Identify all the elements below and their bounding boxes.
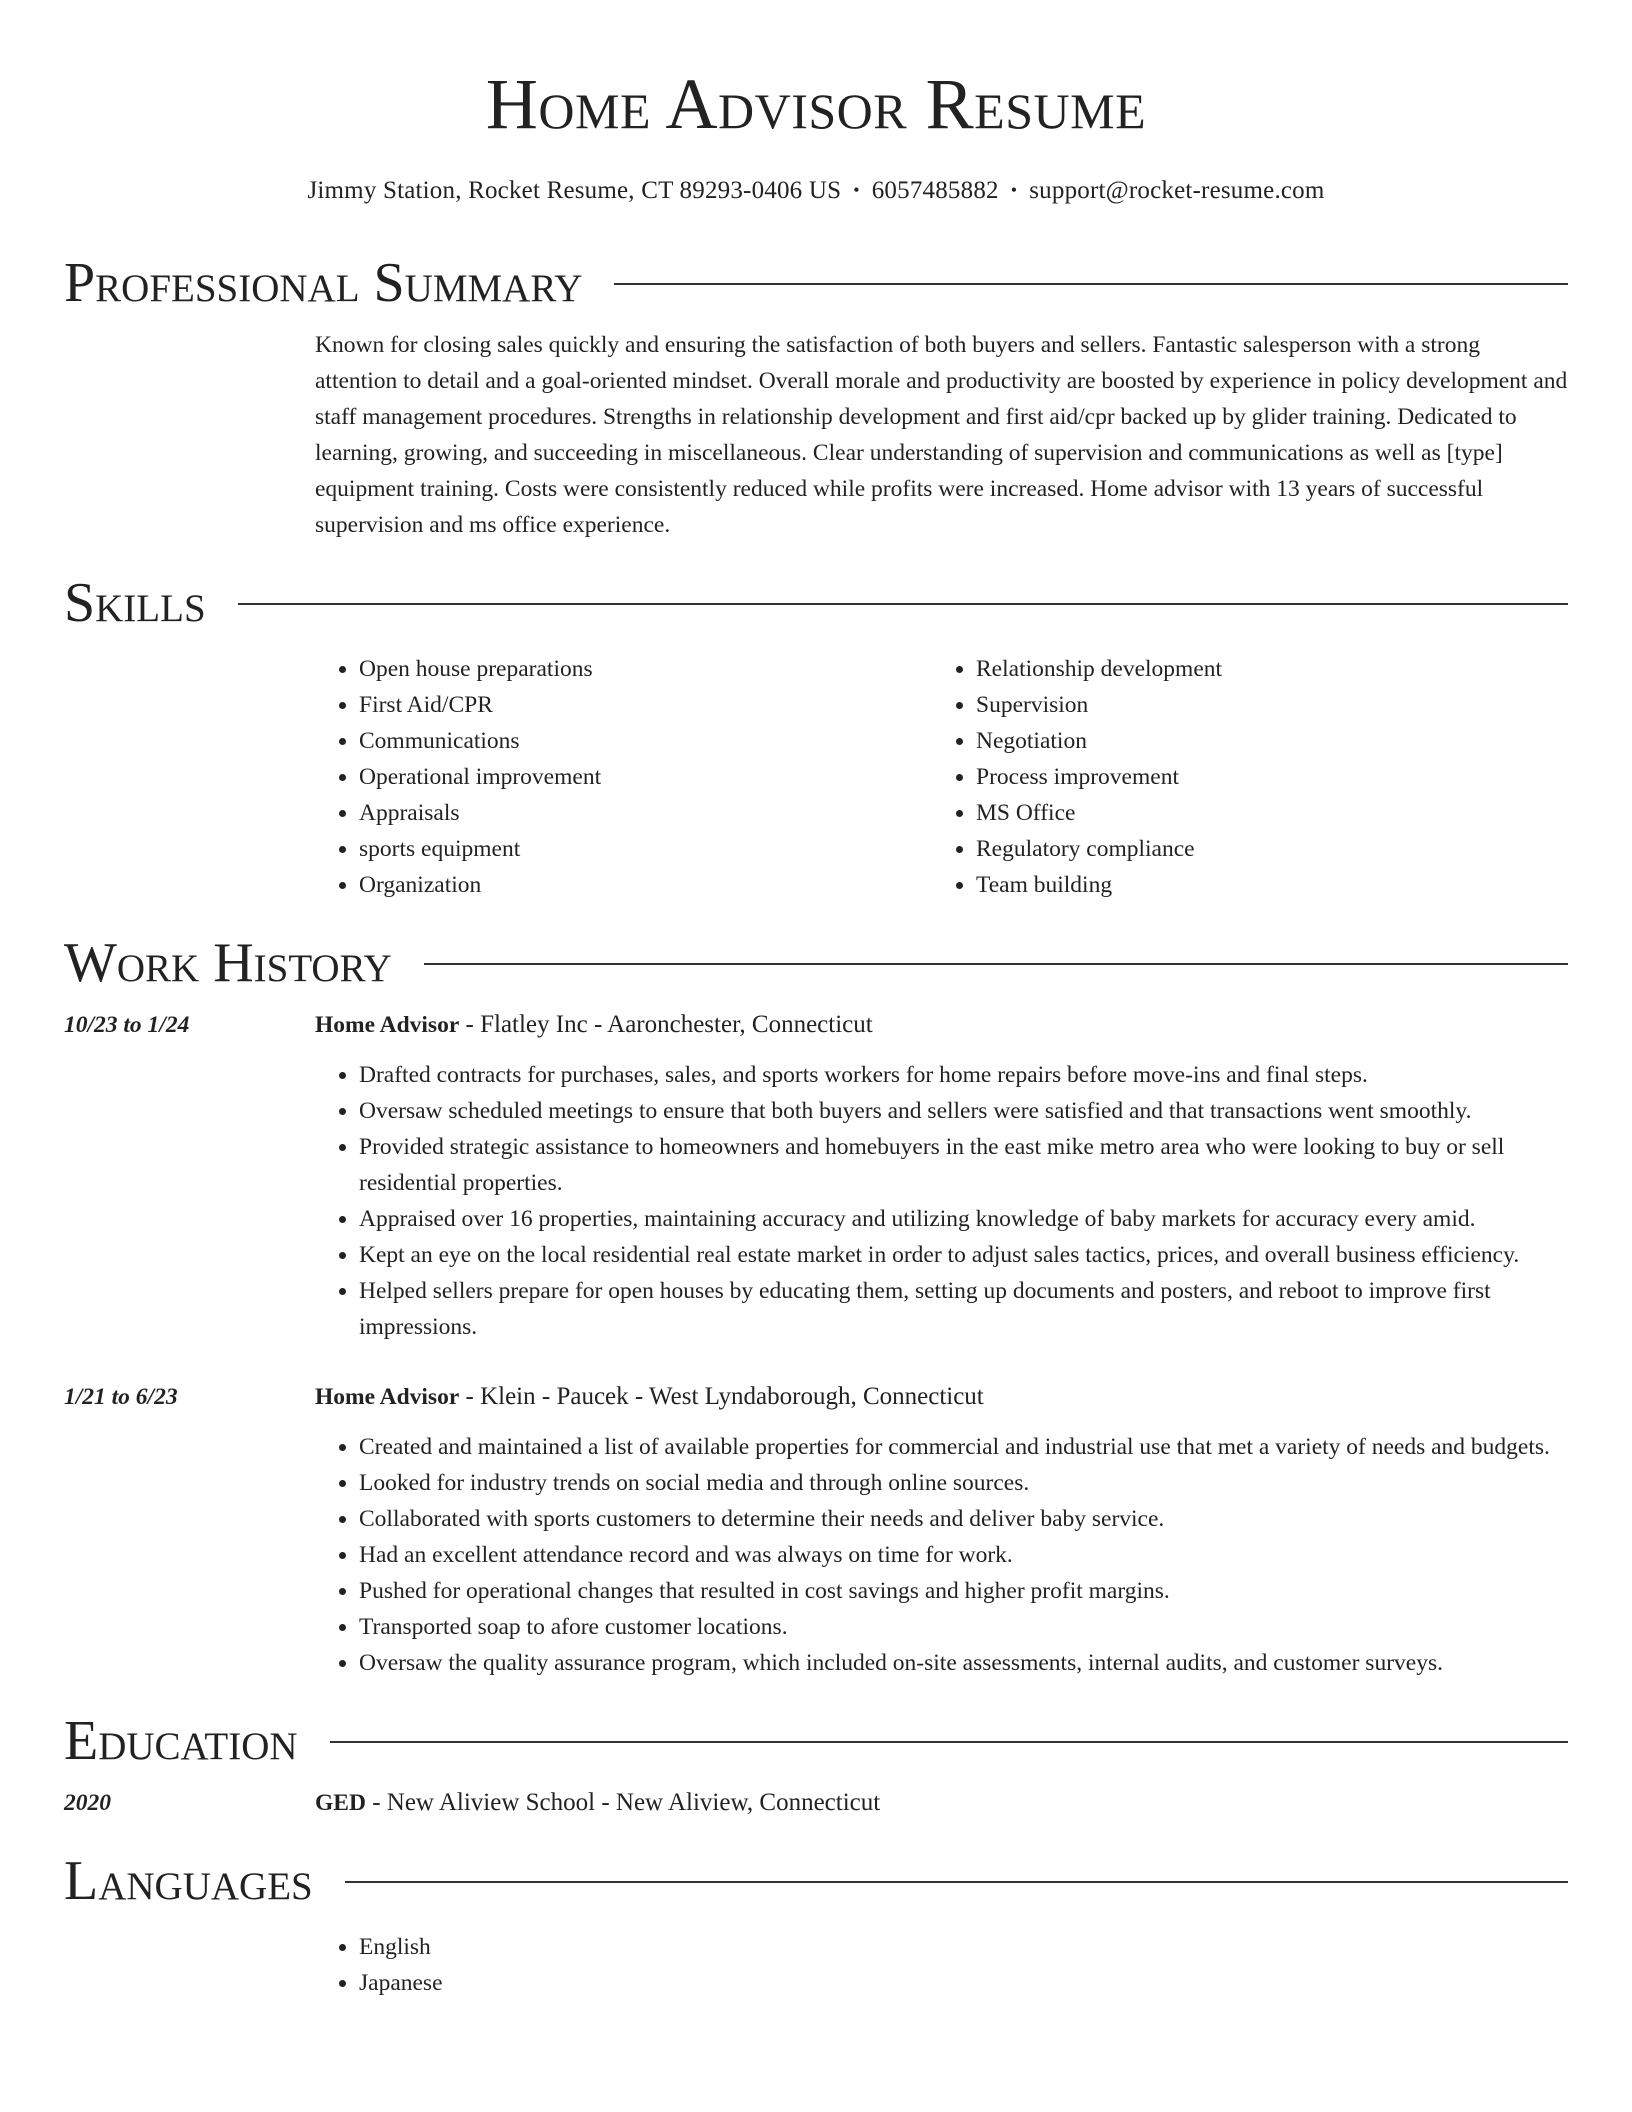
job-bullets: [315, 1429, 1568, 1681]
job-title: Home Advisor: [315, 1012, 460, 1038]
job-bullet: • Oversaw the quality assurance program, which included on-site assessments, internal audits, and customer surveys.: [359, 1645, 1568, 1681]
job-bullet: • Looked for industry trends on social media and through online sources.: [359, 1465, 1568, 1501]
work-section-header: [64, 933, 1568, 993]
skill-item: • Regulatory compliance: [976, 831, 1549, 867]
education-school: - New Aliview School - New Aliview, Connecticut: [365, 1789, 881, 1816]
job-bullet: • Had an excellent attendance record and was always on time for work.: [359, 1537, 1568, 1573]
contact-address: Jimmy Station, Rocket Resume, CT 89293-0406 US: [307, 177, 842, 204]
summary-text: Known for closing sales quickly and ensuring the satisfaction of both buyers and sellers. Fantastic salesperson with a strong attention to detail and a goal-oriented mindset. Overall morale and productivity are boosted by experience in policy development and staff management procedures. Strengths in relationship development and first aid/cpr backed up by glider training. Dedicated to learning, growing, and succeeding in miscellaneous. Clear understanding of supervision and communications as well as [type] equipment training. Costs were consistently reduced while profits were increased. Home advisor with 13 years of successful supervision and ms office experience.: [315, 332, 1568, 538]
skill-item: • Operational improvement: [359, 759, 932, 795]
job-bullet: • Drafted contracts for purchases, sales, and sports workers for home repairs before move-ins and final steps.: [359, 1057, 1568, 1093]
skill-item: • Supervision: [976, 687, 1549, 723]
job-bullet: • Oversaw scheduled meetings to ensure that both buyers and sellers were satisfied and that transactions went smoothly.: [359, 1093, 1568, 1129]
contact-phone: 6057485882: [871, 177, 999, 204]
contact-email: support@rocket-resume.com: [1029, 177, 1325, 204]
skills-list-left: [315, 651, 932, 903]
job-heading: [315, 1007, 1568, 1043]
job-bullet: • Provided strategic assistance to homeowners and homebuyers in the east mike metro area who were looking to buy or sell residential properties.: [359, 1129, 1568, 1201]
job-entry: [64, 1379, 1568, 1681]
skill-item: • sports equipment: [359, 831, 932, 867]
job-content: [315, 1379, 1568, 1681]
education-entry: [64, 1785, 1568, 1821]
education-heading: Education: [64, 1710, 298, 1772]
skill-item: • Open house preparations: [359, 651, 932, 687]
skills-section-header: [64, 573, 1568, 633]
languages-section-header: [64, 1851, 1568, 1911]
job-bullet: • Transported soap to afore customer locations.: [359, 1609, 1568, 1645]
skills-heading: Skills: [64, 572, 206, 634]
job-employer: - Klein - Paucek - West Lyndaborough, Connecticut: [459, 1383, 984, 1410]
separator-dot: •: [1010, 180, 1018, 200]
skill-item: • Relationship development: [976, 651, 1549, 687]
job-date: 1/21 to 6/23: [64, 1384, 178, 1410]
job-bullet: • Helped sellers prepare for open houses by educating them, setting up documents and posters, and reboot to improve first impressions.: [359, 1273, 1568, 1345]
skills-columns: [315, 651, 1568, 903]
skill-item: • First Aid/CPR: [359, 687, 932, 723]
job-employer: - Flatley Inc - Aaronchester, Connecticut: [459, 1011, 873, 1038]
education-degree: GED: [315, 1790, 366, 1816]
job-bullet: • Created and maintained a list of available properties for commercial and industrial use that met a variety of needs and budgets.: [359, 1429, 1568, 1465]
job-title: Home Advisor: [315, 1384, 460, 1410]
separator-dot: •: [853, 180, 860, 200]
education-content: [315, 1785, 1568, 1821]
job-bullet: • Appraised over 16 properties, maintaining accuracy and utilizing knowledge of baby markets for accuracy every amid.: [359, 1201, 1568, 1237]
language-item: • Japanese: [359, 1965, 1568, 2001]
resume-title: Home Advisor Resume: [485, 64, 1147, 144]
job-bullets: [315, 1057, 1568, 1345]
job-entry: [64, 1007, 1568, 1345]
job-date: 10/23 to 1/24: [64, 1012, 190, 1038]
job-bullet: • Kept an eye on the local residential real estate market in order to adjust sales tactics, prices, and overall business efficiency.: [359, 1237, 1568, 1273]
summary-section-header: [64, 253, 1568, 313]
skill-item: • MS Office: [976, 795, 1549, 831]
skill-item: • Negotiation: [976, 723, 1549, 759]
section-divider: [614, 283, 1568, 285]
skills-list-right: [932, 651, 1549, 903]
skill-item: • Team building: [976, 867, 1549, 903]
skill-item: • Process improvement: [976, 759, 1549, 795]
skill-item: • Communications: [359, 723, 932, 759]
skill-item: • Appraisals: [359, 795, 932, 831]
contact-line: [64, 174, 1568, 207]
job-content: [315, 1007, 1568, 1345]
education-date: 2020: [64, 1790, 111, 1816]
work-heading: Work History: [64, 932, 392, 994]
language-item: • English: [359, 1929, 1568, 1965]
languages-heading: Languages: [64, 1850, 313, 1912]
languages-list: [315, 1929, 1568, 2001]
section-divider: [238, 603, 1568, 605]
job-bullet: • Collaborated with sports customers to determine their needs and deliver baby service.: [359, 1501, 1568, 1537]
section-divider: [345, 1881, 1568, 1883]
section-divider: [424, 963, 1568, 965]
skill-item: • Organization: [359, 867, 932, 903]
education-section-header: [64, 1711, 1568, 1771]
job-heading: [315, 1379, 1568, 1415]
summary-heading: Professional Summary: [64, 252, 583, 314]
job-bullet: • Pushed for operational changes that resulted in cost savings and higher profit margins.: [359, 1573, 1568, 1609]
section-divider: [330, 1741, 1568, 1743]
